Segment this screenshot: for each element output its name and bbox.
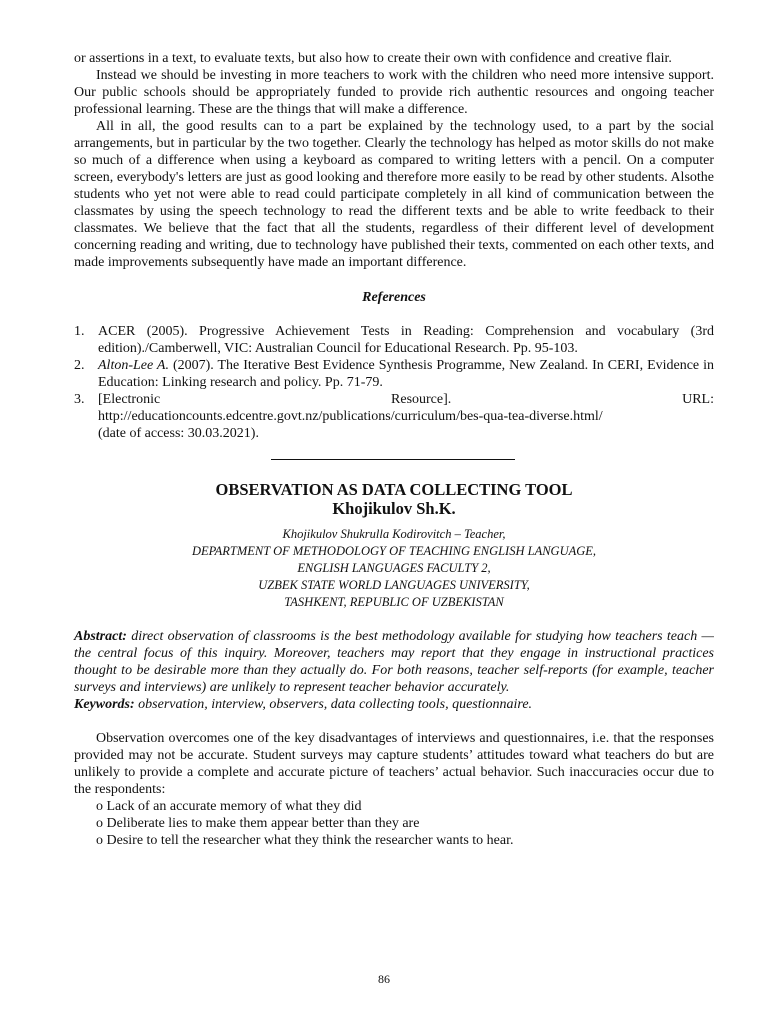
references-heading: References xyxy=(362,290,426,305)
reference-text: (2007). The Iterative Best Evidence Synthesis Programme, New Zealand. In CERI, Evidence in Education: Linking research and policy. Pp. 71-79. xyxy=(98,358,714,390)
paragraph: or assertions in a text, to evaluate texts, but also how to create their own with confidence and creative flair. xyxy=(74,51,672,66)
author-affiliation xyxy=(74,526,714,611)
keywords-text: observation, interview, observers, data collecting tools, questionnaire. xyxy=(134,697,533,712)
reference-text: [Electronic xyxy=(98,392,161,407)
affiliation-line: UZBEK STATE WORLD LANGUAGES UNIVERSITY, xyxy=(258,578,530,592)
body-paragraph: Observation overcomes one of the key disadvantages of interviews and questionnaires, i.e. that the responses provided may not be accurate. Student surveys may capture students’ attitudes toward what teachers do but are unlikely to provide a complete and accurate picture of teachers’ actual behavior. Such inaccuracies occur due to the respondents: xyxy=(74,731,714,797)
reference-number: 1. xyxy=(74,324,85,339)
abstract-text: direct observation of classrooms is the best methodology available for studying how teachers teach — the central focus of this inquiry. Moreover, teachers may report that they engage in instructional practices thought to be desirable more than they actually do. For both reasons, teacher self-reports (for example, teacher surveys and interviews) are unlikely to represent teacher behavior accurately. xyxy=(74,629,714,695)
affiliation-line: ENGLISH LANGUAGES FACULTY 2, xyxy=(297,561,491,575)
affiliation-line: Khojikulov Shukrulla Kodirovitch – Teacher, xyxy=(282,527,506,541)
affiliation-line: DEPARTMENT OF METHODOLOGY OF TEACHING ENGLISH LANGUAGE, xyxy=(191,544,597,558)
reference-item xyxy=(74,391,714,442)
section-divider xyxy=(271,459,515,460)
reference-url[interactable]: http://educationcounts.edcentre.govt.nz/publications/curriculum/bes-qua-tea-diverse.html/ xyxy=(98,409,603,424)
list-item: o Deliberate lies to make them appear better than they are xyxy=(96,816,420,831)
article-title: OBSERVATION AS DATA COLLECTING TOOL xyxy=(215,480,573,499)
paragraph: Instead we should be investing in more teachers to work with the children who need more intensive support. Our public schools should be appropriately funded to provide rich authentic resources and ongoing teacher professional learning. These are the things that will make a difference. xyxy=(74,68,714,117)
list-item: o Desire to tell the researcher what they think the researcher wants to hear. xyxy=(96,833,514,848)
page-number: 86 xyxy=(378,972,390,986)
reference-author: Alton-Lee A. xyxy=(98,358,169,373)
reference-number: 3. xyxy=(74,392,85,407)
list-item: o Lack of an accurate memory of what they did xyxy=(96,799,362,814)
reference-text: URL: xyxy=(682,392,714,407)
reference-item xyxy=(74,357,714,391)
keywords-label: Keywords: xyxy=(74,697,135,712)
article-author: Khojikulov Sh.K. xyxy=(332,499,456,518)
keywords xyxy=(74,696,714,713)
reference-line xyxy=(98,391,714,408)
reference-number: 2. xyxy=(74,358,85,373)
reference-item xyxy=(74,323,714,357)
reference-text: ACER (2005). Progressive Achievement Tests in Reading: Comprehension and vocabulary (3rd edition)./Camberwell, VIC: Australian Council for Educational Research. Pp. 95-103. xyxy=(98,324,714,356)
reference-access-date: (date of access: 30.03.2021). xyxy=(98,426,259,441)
page-content xyxy=(74,50,714,849)
references-list xyxy=(74,323,714,442)
abstract-label: Abstract: xyxy=(74,629,127,644)
paragraph: All in all, the good results can to a part be explained by the technology used, to a part by the social arrangements, but in particular by the two together. Clearly the technology has helped as motor skills do not make so much of a difference when using a keyboard as compared to writing letters with a pencil. On a computer screen, everybody's letters are just as good looking and therefore more easily to be read by other students. Alsothe students who yet not were able to read could participate completely in all kind of communication between the classmates by using the speech technology to read the different texts and be able to write feedback to their classmates. We believe that the fact that all the students, regardless of their different level of development concerning reading and writing, due to technology have published their texts, commented on each other texts, and made improvements subsequently have made an important difference. xyxy=(74,119,714,270)
abstract xyxy=(74,628,714,696)
reference-text: Resource]. xyxy=(391,392,452,407)
affiliation-line: TASHKENT, REPUBLIC OF UZBEKISTAN xyxy=(284,595,504,609)
